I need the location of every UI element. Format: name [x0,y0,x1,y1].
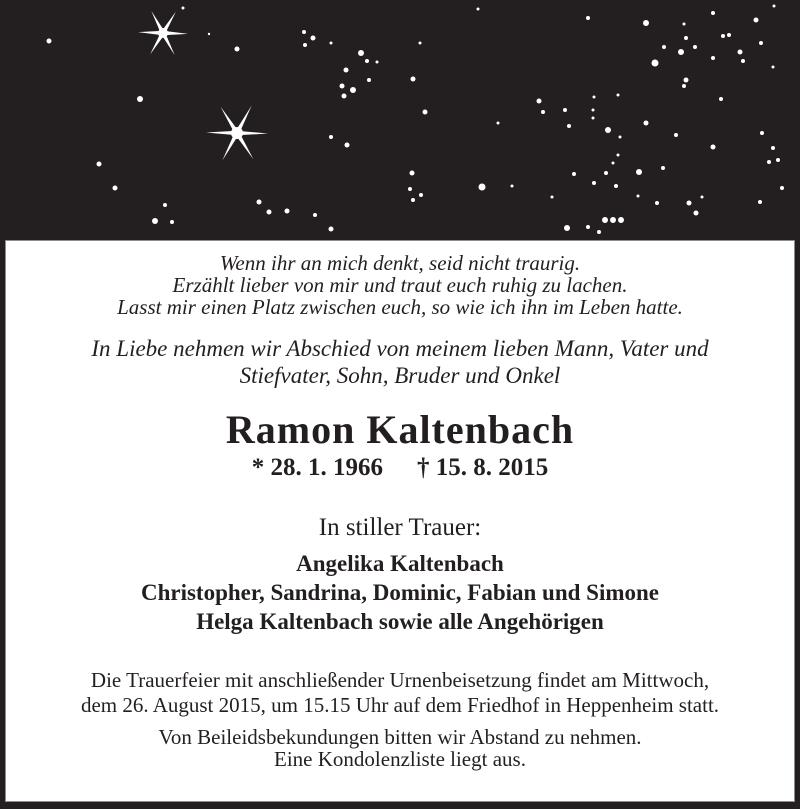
star-dot [592,109,595,112]
star-dot [497,122,500,125]
funeral-details [6,668,794,718]
star-dot [760,131,764,135]
star-dot [345,143,350,148]
star-dot [780,186,784,190]
star-dot [767,160,771,164]
star-dot [652,60,659,67]
mourner-line: Helga Kaltenbach sowie alle Angehörigen [196,609,604,634]
star-dot [694,211,699,216]
star-dot [610,217,616,223]
star-dot [477,8,480,11]
star-dot [235,47,240,52]
star-dot [711,56,715,60]
star-dot [711,11,715,15]
star-dot [754,18,759,23]
star-dot [597,230,601,234]
birth-date: * 28. 1. 1966 [251,454,383,481]
star-dot [661,166,665,170]
star-dot [605,127,611,133]
condolence-line: Eine Kondolenzliste liegt aus. [274,747,526,771]
six-ray-star-icon [206,106,268,161]
star-dot [617,94,620,97]
star-dot [643,20,649,26]
funeral-line: Die Trauerfeier mit anschließender Urnenbeisetzung findet am Mittwoch, [90,668,710,692]
star-dot [721,34,725,38]
star-dot [411,198,415,202]
star-dot [586,225,590,229]
star-dot [604,171,608,175]
star-dot [97,162,102,167]
star-dot [644,121,649,126]
star-dot [411,77,416,82]
star-dot [329,227,334,232]
star-dot [365,59,369,63]
star-dot [303,43,307,47]
star-dot [618,217,624,223]
star-dot [342,94,347,99]
star-dot [47,39,52,44]
star-dot [479,184,486,191]
epigraph-verse [6,252,794,318]
star-dot [684,36,688,40]
star-dot [367,78,371,82]
star-dot [572,172,576,176]
star-dot [727,33,731,37]
star-dot [738,50,743,55]
star-dot [419,42,422,45]
mourning-heading: In stiller Trauer: [318,514,482,541]
star-dot [551,196,554,199]
star-dot [636,169,642,175]
mourner-line: Christopher, Sandrina, Dominic, Fabian und Simone [140,580,660,605]
epigraph-line: Wenn ihr an mich denkt, seid nicht traurig. [219,251,581,275]
star-dot [662,45,666,49]
mourners-list [6,549,794,636]
star-dot [614,184,618,188]
star-dot [593,96,596,99]
epigraph-line: Erzählt lieber von mir und traut euch ruhig zu lachen. [172,273,628,297]
star-dot [410,171,415,176]
star-dot [741,59,745,63]
star-dot [758,200,762,204]
epigraph-line: Lasst mir einen Platz zwischen euch, so wie ich ihn im Leben hatte. [117,295,683,319]
star-dot [267,210,272,215]
star-dot [152,218,158,224]
star-dot [619,136,622,139]
six-ray-star-icon [138,11,188,55]
star-dot [617,154,620,157]
intro-line: Stiefvater, Sohn, Bruder und Onkel [239,363,561,388]
star-dot [655,201,659,205]
obituary-paper [5,240,795,802]
star-dot [419,193,423,197]
star-dot [592,181,596,185]
star-dot [602,217,608,223]
star-dot [773,5,776,8]
condolence-note [6,726,794,770]
star-dot [423,110,428,115]
star-dot [344,68,349,73]
star-dot [285,209,290,214]
star-dot [592,117,595,120]
star-dot [682,84,686,88]
star-dot [113,186,118,191]
star-dot [693,45,697,49]
star-dot [170,220,174,224]
star-dot [257,200,262,205]
star-dot [687,201,692,206]
star-dot [311,36,316,41]
condolence-line: Von Beileidsbekundungen bitten wir Abstand zu nehmen. [158,725,642,749]
star-dot [567,124,571,128]
star-dot [137,96,143,102]
star-dot [772,66,775,69]
deceased-name: Ramon Kaltenbach [225,407,575,452]
starry-sky [0,0,800,240]
star-dot [408,187,412,191]
star-dot [759,41,763,45]
star-dot [612,162,615,165]
star-dot [683,23,686,26]
farewell-intro [6,335,794,389]
star-dot [340,84,345,89]
star-dot [586,16,590,20]
funeral-line: dem 26. August 2015, um 15.15 Uhr auf dem Friedhof in Heppenheim statt. [80,693,720,717]
star-dot [350,87,356,93]
star-dot [511,185,514,188]
star-dot [701,196,704,199]
star-dot [358,50,364,56]
star-dot [637,195,640,198]
star-dot [776,158,780,162]
star-dot [564,225,570,231]
star-dot [684,78,689,83]
death-date: † 15. 8. 2015 [417,454,549,481]
star-dot [376,61,379,64]
intro-line: In Liebe nehmen wir Abschied von meinem lieben Mann, Vater und [91,336,709,361]
star-dot [563,108,567,112]
star-dot [541,110,545,114]
life-dates [6,453,794,483]
star-dot [208,33,210,35]
star-dot [711,145,716,150]
star-dot [329,135,333,139]
star-dot [302,30,306,34]
star-dot [537,99,542,104]
star-dot [771,146,775,150]
star-dot [163,203,167,207]
star-dot [182,7,185,10]
star-dot [313,213,317,217]
star-dot [719,97,723,101]
star-dot [330,42,333,45]
star-dot [674,133,678,137]
mourner-line: Angelika Kaltenbach [296,551,504,576]
star-dot [678,49,684,55]
